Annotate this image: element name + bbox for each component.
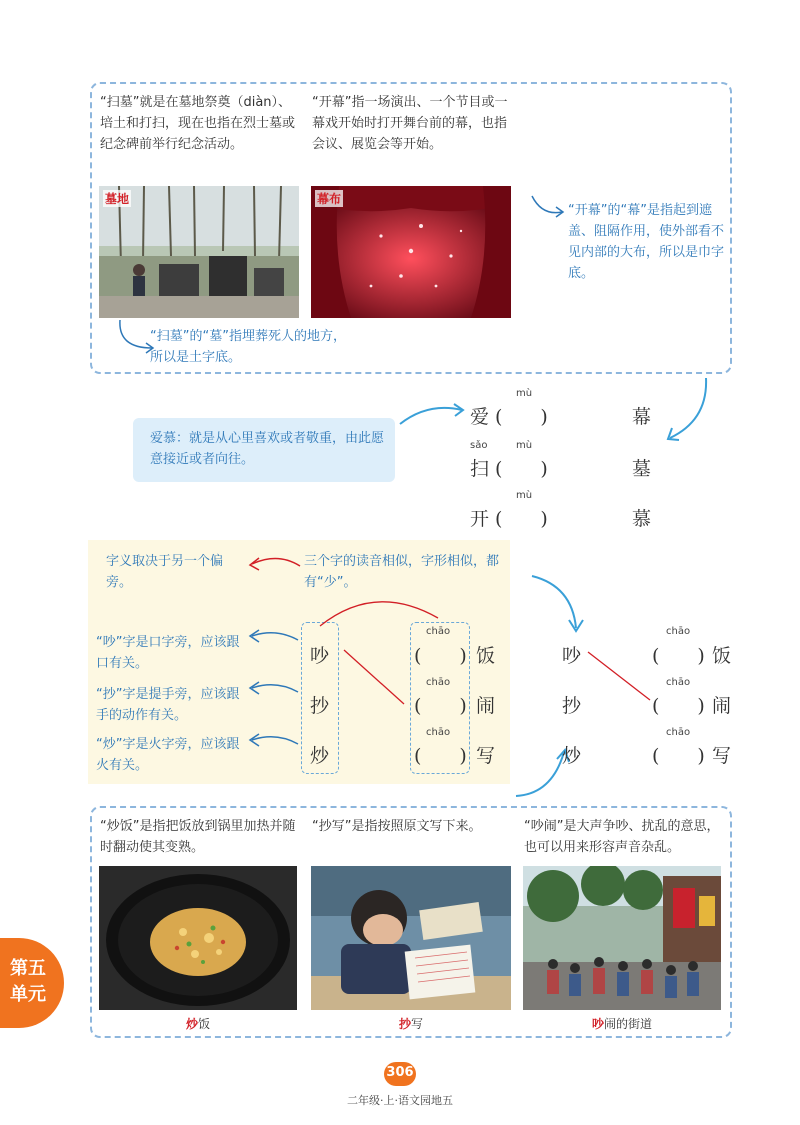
note-chao-mouth: “吵”字是口字旁，应该跟口有关。 bbox=[96, 635, 240, 671]
mu-row3-left-char: 开 bbox=[470, 508, 490, 530]
exercise-char-chao-hand: 抄 bbox=[562, 695, 582, 717]
note-chao-hand: “抄”字是提手旁，应该跟手的动作有关。 bbox=[96, 687, 240, 723]
mu-row1-right-char: 幕 bbox=[632, 406, 652, 428]
note-meaning-by-radical: 字义取决于另一个偏旁。 bbox=[106, 554, 224, 590]
chaoxie-definition: “抄写”是指按照原文写下来。 bbox=[312, 819, 482, 834]
arrow-red-left bbox=[244, 550, 304, 574]
caption-chaoxie: 抄写 bbox=[398, 1017, 424, 1031]
chaonao-definition: “吵闹”是大声争吵、扰乱的意思，也可以用来形容声音杂乱。 bbox=[524, 819, 720, 855]
exercise-pinyin-1: chāo bbox=[666, 626, 691, 637]
exercise-blank-3[interactable]: ( ) bbox=[652, 745, 705, 767]
arrow-from-top bbox=[662, 376, 712, 446]
saomu-definition: “扫墓”就是在墓地祭奠（diàn）、培土和打扫，现在也指在烈士墓或纪念碑前举行纪念活动。 bbox=[100, 95, 296, 152]
exercise-pinyin-2: chāo bbox=[666, 677, 691, 688]
panel-blank-1[interactable]: ( ) bbox=[414, 645, 467, 667]
mu-row2-right-char: 墓 bbox=[632, 458, 652, 480]
exercise-char-chao-fire: 炒 bbox=[562, 745, 582, 767]
exercise-link-line bbox=[580, 640, 660, 710]
chaofan-definition: “炒饭”是指把饭放到锅里加热并随时翻动使其变熟。 bbox=[100, 819, 296, 855]
panel-pinyin-2: chāo bbox=[426, 677, 451, 688]
panel-blank-3[interactable]: ( ) bbox=[414, 745, 467, 767]
caption-chaofan: 炒饭 bbox=[185, 1017, 211, 1031]
exercise-word-nao: 闹 bbox=[712, 695, 732, 717]
panel-pinyin-1: chāo bbox=[426, 626, 451, 637]
copying-photo bbox=[311, 866, 511, 1010]
note-mu-grave: “扫墓”的“墓”指埋葬死人的地方，所以是土字底。 bbox=[150, 329, 346, 365]
kaimu-definition: “开幕”指一场演出、一个节目或一幕戏开始时打开舞台前的幕，也指会议、展览会等开始。 bbox=[312, 95, 508, 152]
mu-row2-pinyin: mù bbox=[516, 440, 533, 451]
panel-char-chao-mouth: 吵 bbox=[310, 645, 330, 667]
panel-char-chao-fire: 炒 bbox=[310, 745, 330, 767]
exercise-blank-1[interactable]: ( ) bbox=[652, 645, 705, 667]
panel-word-nao: 闹 bbox=[476, 695, 496, 717]
mu-row2-answer-blank[interactable]: ( ) bbox=[495, 458, 548, 480]
exercise-word-xie: 写 bbox=[712, 745, 732, 767]
cemetery-photo bbox=[99, 186, 299, 318]
caption-chaonao: 吵闹的街道 bbox=[591, 1017, 653, 1031]
arrows-to-radical-notes bbox=[244, 624, 304, 754]
note-mu-curtain: “开幕”的“幕”是指起到遮盖、阻隔作用，使外部看不见内部的大布，所以是巾字底。 bbox=[568, 203, 725, 281]
mu-row1-answer-blank[interactable]: ( ) bbox=[495, 406, 548, 428]
panel-pinyin-3: chāo bbox=[426, 727, 451, 738]
curtain-photo-tag: 幕布 bbox=[317, 192, 342, 206]
mu-row3-pinyin: mù bbox=[516, 490, 533, 501]
note-arrow-curtain bbox=[528, 190, 568, 226]
aimu-definition: 爱慕：就是从心里喜欢或者敬重，由此愿意接近或者向往。 bbox=[150, 431, 385, 467]
mu-row2-left-char: 扫 bbox=[470, 458, 490, 480]
note-similar-shape: 三个字的读音相似，字形相似，都有“少”。 bbox=[304, 554, 500, 590]
curtain-photo bbox=[311, 186, 511, 318]
panel-blank-2[interactable]: ( ) bbox=[414, 695, 467, 717]
mu-row1-left-char: 爱 bbox=[470, 406, 490, 428]
running-title: 二年级·上·语文园地五 bbox=[347, 1094, 453, 1107]
unit-tab-line1: 第五 bbox=[10, 958, 46, 979]
cemetery-photo-tag: 墓地 bbox=[105, 192, 130, 206]
page-number: 306 bbox=[386, 1065, 414, 1080]
exercise-blank-2[interactable]: ( ) bbox=[652, 695, 705, 717]
exercise-pinyin-3: chāo bbox=[666, 727, 691, 738]
panel-word-xie: 写 bbox=[476, 745, 496, 767]
panel-word-fan: 饭 bbox=[476, 645, 496, 667]
note-chao-fire: “炒”字是火字旁，应该跟火有关。 bbox=[96, 737, 240, 773]
fried-rice-photo bbox=[99, 866, 297, 1010]
unit-tab-line2: 单元 bbox=[10, 984, 46, 1005]
mu-row2-pinyin-left: sǎo bbox=[470, 440, 488, 451]
panel-char-chao-hand: 抄 bbox=[310, 695, 330, 717]
exercise-char-chao-mouth: 吵 bbox=[562, 645, 582, 667]
arrow-to-chao-exercise bbox=[528, 570, 588, 640]
exercise-word-fan: 饭 bbox=[712, 645, 732, 667]
noisy-street-photo bbox=[523, 866, 721, 1010]
arrow-to-exercise bbox=[398, 398, 468, 428]
mu-row3-answer-blank[interactable]: ( ) bbox=[495, 508, 548, 530]
mu-row3-right-char: 慕 bbox=[632, 508, 652, 530]
mu-row1-pinyin: mù bbox=[516, 388, 533, 399]
